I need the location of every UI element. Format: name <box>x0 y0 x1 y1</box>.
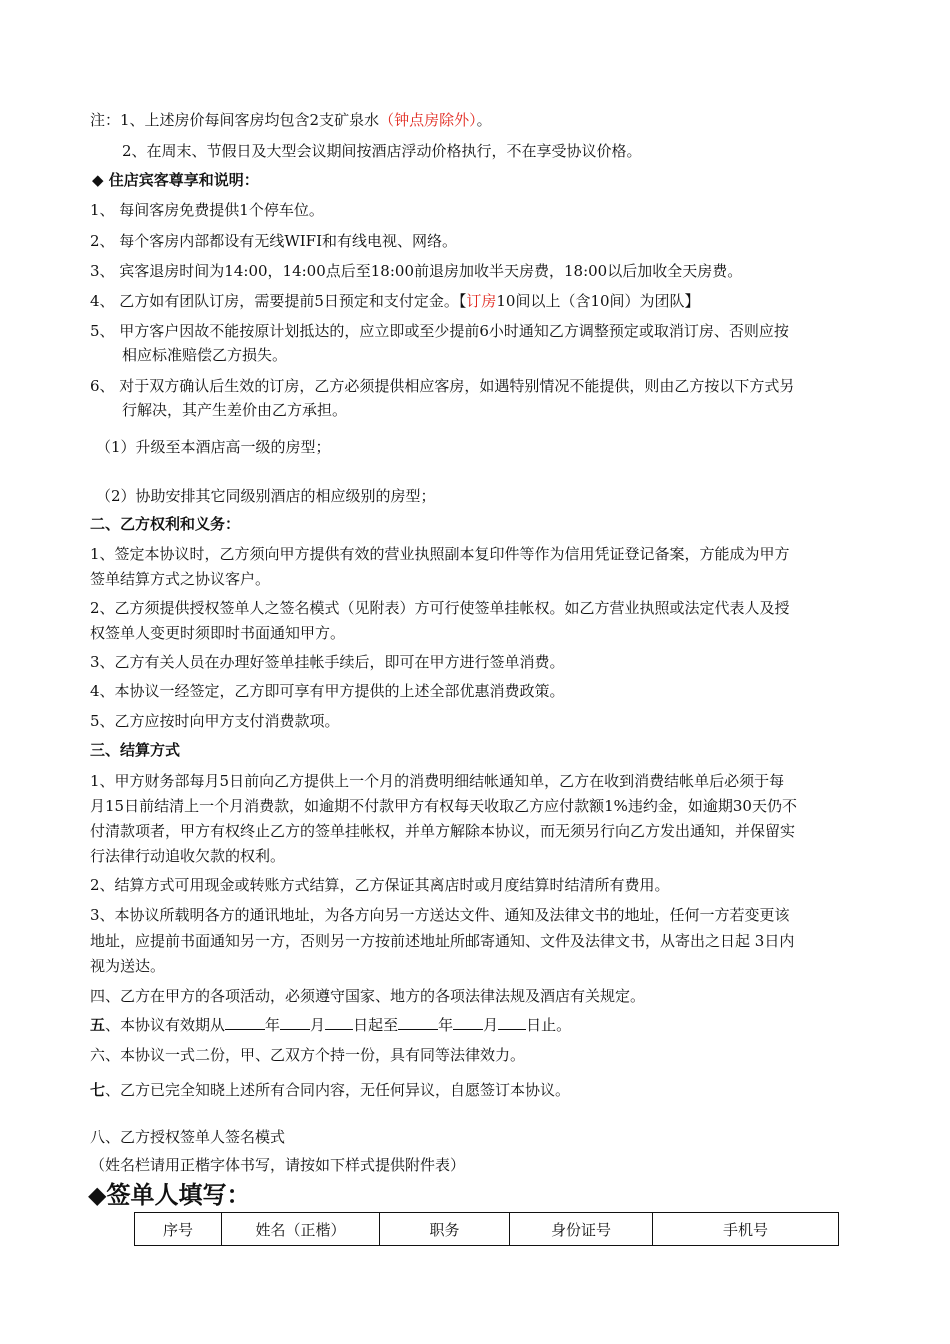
note-line-2: 2、在周末、节假日及大型会议期间按酒店浮动价格执行，不在享受协议价格。 <box>122 142 642 160</box>
note-text: 注：1、上述房价每间客房均包含2支矿泉水 <box>90 111 380 129</box>
day-end-blank[interactable] <box>498 1015 526 1030</box>
settlement-item-2: 2、结算方式可用现金或转账方式结算，乙方保证其离店时或月度结算时结清所有费用。 <box>90 876 670 894</box>
year-start-blank[interactable] <box>225 1015 265 1030</box>
clause-7-number: 七 <box>90 1081 106 1099</box>
month-end-blank[interactable] <box>453 1015 483 1030</box>
note-line-1 <box>90 110 492 130</box>
year-end-blank[interactable] <box>398 1015 438 1030</box>
rights-item-1a: 1、签定本协议时，乙方须向甲方提供有效的营业执照副本复印件等作为信用凭证登记备案，方能成为甲方 <box>90 545 790 563</box>
settlement-item-1d: 行法律行动追收欠款的权利。 <box>90 847 286 865</box>
month-label: 月 <box>310 1016 326 1034</box>
column-header-id-number: 身份证号 <box>510 1213 653 1246</box>
settlement-item-3a: 3、本协议所载明各方的通讯地址，为各方向另一方送达文件、通知及法律文书的地址，任何一方若变更该 <box>90 906 790 924</box>
month-label-end: 月 <box>483 1016 499 1034</box>
clause-5-text: 、本协议有效期从 <box>105 1016 226 1034</box>
rights-item-5: 5、乙方应按时向甲方支付消费款项。 <box>90 712 340 730</box>
day-start-blank[interactable] <box>325 1015 353 1030</box>
year-label: 年 <box>265 1016 281 1034</box>
rights-heading: 二、乙方权利和义务： <box>90 515 241 533</box>
guests-heading: ◆ 住店宾客尊享和说明： <box>92 171 259 189</box>
settlement-item-1a: 1、甲方财务部每月5日前向乙方提供上一个月的消费明细结帐通知单，乙方在收到消费结帐单后必须于每 <box>90 772 785 790</box>
clause-8-note: （姓名栏请用正楷字体书写，请按如下样式提供附件表） <box>90 1156 466 1174</box>
rights-item-4: 4、本协议一经签定，乙方即可享有甲方提供的上述全部优惠消费政策。 <box>90 682 565 700</box>
clause-6: 六、本协议一式二份，甲、乙双方个持一份，具有同等法律效力。 <box>90 1046 526 1064</box>
signer-table <box>134 1212 839 1246</box>
guest-item-3: 3、 宾客退房时间为14:00，14:00点后至18:00前退房加收半天房费，18:00以后加收全天房费。 <box>90 262 743 280</box>
settlement-heading: 三、结算方式 <box>90 741 181 759</box>
clause-5 <box>90 1015 571 1035</box>
guest-item-5a: 5、 甲方客户因故不能按原计划抵达的，应立即或至少提前6小时通知乙方调整预定或取消订房、否则应按 <box>90 322 789 340</box>
guest-item-4-red: 订房 <box>466 292 497 310</box>
guest-item-5b: 相应标准赔偿乙方损失。 <box>122 346 288 364</box>
column-header-phone: 手机号 <box>653 1213 839 1246</box>
column-header-index: 序号 <box>135 1213 222 1246</box>
rights-item-1b: 签单结算方式之协议客户。 <box>90 570 271 588</box>
clause-5-number: 五 <box>90 1016 106 1034</box>
column-header-position: 职务 <box>380 1213 510 1246</box>
guest-item-1: 1、 每间客房免费提供1个停车位。 <box>90 201 324 219</box>
settlement-item-1b: 月15日前结清上一个月消费款，如逾期不付款甲方有权每天收取乙方应付款额1%违约金，如逾期30天仍不 <box>90 797 797 815</box>
note-red-text: （钟点房除外） <box>379 111 477 129</box>
rights-item-2a: 2、乙方须提供授权签单人之签名模式（见附表）方可行使签单挂帐权。如乙方营业执照或法定代表人及授 <box>90 599 790 617</box>
clause-7 <box>90 1080 570 1100</box>
month-start-blank[interactable] <box>280 1015 310 1030</box>
note-text-end: 。 <box>476 111 492 129</box>
guest-item-6a: 6、 对于双方确认后生效的订房，乙方必须提供相应客房，如遇特别情况不能提供，则由乙方按以下方式另 <box>90 377 795 395</box>
signer-heading: ◆签单人填写： <box>88 1181 251 1209</box>
guest-item-4-text: 4、 乙方如有团队订房，需要提前5日预定和支付定金。【 <box>90 292 467 310</box>
settlement-item-3c: 视为送达。 <box>90 957 166 975</box>
rights-item-3: 3、乙方有关人员在办理好签单挂帐手续后，即可在甲方进行签单消费。 <box>90 653 565 671</box>
day-label: 日起至 <box>353 1016 399 1034</box>
clause-8: 八、乙方授权签单人签名模式 <box>90 1128 286 1146</box>
guest-option-1: （1）升级至本酒店高一级的房型； <box>96 438 331 456</box>
day-label-end: 日止。 <box>526 1016 572 1034</box>
year-label-end: 年 <box>438 1016 454 1034</box>
clause-4: 四、乙方在甲方的各项活动，必须遵守国家、地方的各项法律法规及酒店有关规定。 <box>90 987 646 1005</box>
rights-item-2b: 权签单人变更时须即时书面通知甲方。 <box>90 624 346 642</box>
guest-item-4-end: 10间以上（含10间）为团队】 <box>496 292 700 310</box>
clause-7-text: 、乙方已完全知晓上述所有合同内容，无任何异议，自愿签订本协议。 <box>105 1081 571 1099</box>
guest-option-2: （2）协助安排其它同级别酒店的相应级别的房型； <box>96 487 436 505</box>
guest-item-2: 2、 每个客房内部都设有无线WIFI和有线电视、网络。 <box>90 232 457 250</box>
guest-item-6b: 行解决，其产生差价由乙方承担。 <box>122 401 348 419</box>
settlement-item-3b: 地址，应提前书面通知另一方，否则另一方按前述地址所邮寄通知、文件及法律文书，从寄出之日起 3日内 <box>90 932 795 950</box>
table-header-row <box>135 1213 839 1246</box>
settlement-item-1c: 付清款项者，甲方有权终止乙方的签单挂帐权，并单方解除本协议，而无须另行向乙方发出通知，并保留实 <box>90 822 796 840</box>
column-header-name: 姓名（正楷） <box>222 1213 380 1246</box>
guest-item-4 <box>90 291 700 311</box>
